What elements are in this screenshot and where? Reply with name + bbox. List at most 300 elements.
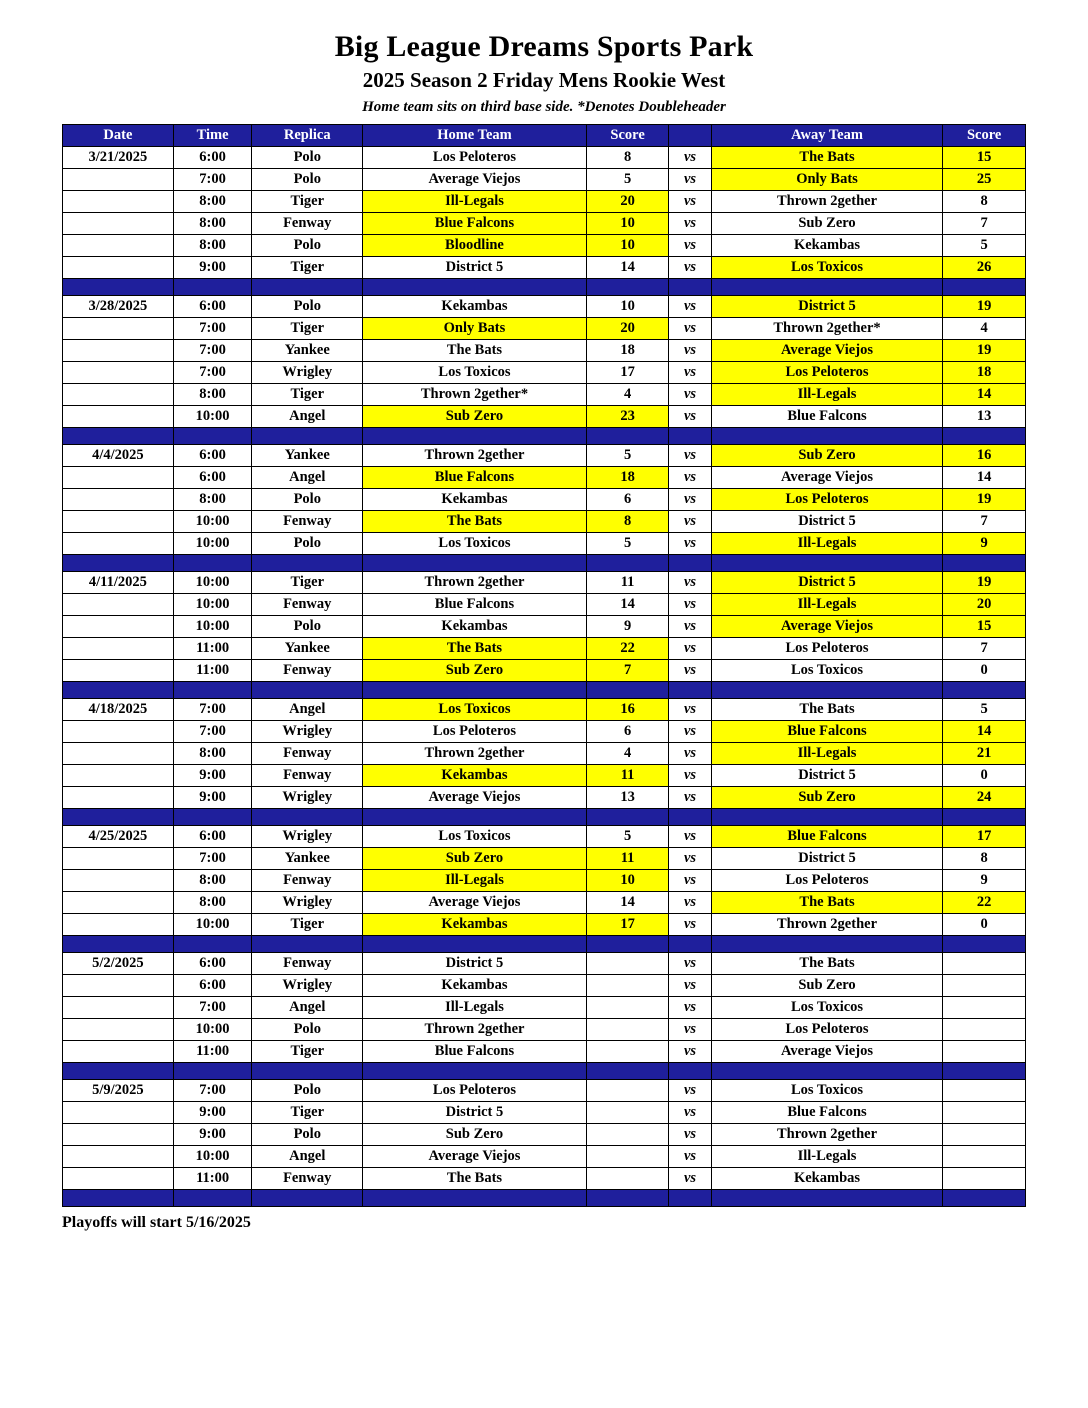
- week-separator: [63, 936, 1026, 953]
- cell-away-team: Thrown 2gether: [711, 1124, 943, 1146]
- week-separator-cell: [669, 279, 711, 296]
- cell-vs: vs: [669, 445, 711, 467]
- cell-home-team: Los Toxicos: [363, 826, 587, 848]
- cell-date: [63, 1102, 174, 1124]
- cell-vs: vs: [669, 826, 711, 848]
- page-subtitle: 2025 Season 2 Friday Mens Rookie West: [362, 68, 726, 92]
- cell-home-score: 17: [586, 362, 669, 384]
- cell-away-score: 19: [943, 340, 1026, 362]
- week-separator-cell: [943, 936, 1026, 953]
- cell-vs: vs: [669, 848, 711, 870]
- week-separator-cell: [252, 682, 363, 699]
- table-row: [63, 892, 1026, 914]
- cell-away-score: 26: [943, 257, 1026, 279]
- cell-home-score: 7: [586, 660, 669, 682]
- cell-home-team: Sub Zero: [363, 1124, 587, 1146]
- week-separator-cell: [252, 936, 363, 953]
- cell-home-team: The Bats: [363, 1168, 587, 1190]
- cell-date: 3/28/2025: [63, 296, 174, 318]
- cell-away-score: 9: [943, 533, 1026, 555]
- cell-date: [63, 638, 174, 660]
- cell-vs: vs: [669, 384, 711, 406]
- cell-date: 4/25/2025: [63, 826, 174, 848]
- cell-home-score: 5: [586, 445, 669, 467]
- cell-away-team: Ill-Legals: [711, 743, 943, 765]
- week-separator: [63, 682, 1026, 699]
- cell-vs: vs: [669, 340, 711, 362]
- cell-away-team: District 5: [711, 511, 943, 533]
- table-row: [63, 445, 1026, 467]
- cell-home-score: [586, 997, 669, 1019]
- cell-away-score: 9: [943, 870, 1026, 892]
- cell-home-team: Los Peloteros: [363, 147, 587, 169]
- cell-home-score: 14: [586, 594, 669, 616]
- week-separator-cell: [943, 279, 1026, 296]
- week-separator: [63, 279, 1026, 296]
- week-separator-cell: [173, 1190, 252, 1207]
- cell-time: 10:00: [173, 511, 252, 533]
- cell-time: 10:00: [173, 1146, 252, 1168]
- table-row: [63, 594, 1026, 616]
- cell-date: [63, 533, 174, 555]
- cell-time: 7:00: [173, 340, 252, 362]
- cell-replica: Polo: [252, 147, 363, 169]
- cell-away-team: Los Toxicos: [711, 660, 943, 682]
- cell-vs: vs: [669, 870, 711, 892]
- cell-away-team: Average Viejos: [711, 340, 943, 362]
- cell-away-score: 5: [943, 699, 1026, 721]
- week-separator-cell: [363, 936, 587, 953]
- cell-away-team: Blue Falcons: [711, 1102, 943, 1124]
- cell-date: [63, 1146, 174, 1168]
- week-separator-cell: [363, 428, 587, 445]
- cell-time: 9:00: [173, 765, 252, 787]
- cell-away-score: [943, 997, 1026, 1019]
- cell-home-team: Ill-Legals: [363, 870, 587, 892]
- table-row: [63, 1168, 1026, 1190]
- week-separator-cell: [586, 555, 669, 572]
- cell-vs: vs: [669, 914, 711, 936]
- cell-home-score: [586, 1168, 669, 1190]
- cell-date: [63, 1019, 174, 1041]
- cell-time: 10:00: [173, 914, 252, 936]
- cell-vs: vs: [669, 1080, 711, 1102]
- cell-home-team: Sub Zero: [363, 848, 587, 870]
- cell-away-score: [943, 1080, 1026, 1102]
- week-separator-cell: [363, 1190, 587, 1207]
- cell-away-score: 7: [943, 213, 1026, 235]
- cell-away-team: Los Peloteros: [711, 489, 943, 511]
- cell-home-team: Average Viejos: [363, 892, 587, 914]
- cell-time: 6:00: [173, 445, 252, 467]
- cell-away-score: [943, 1019, 1026, 1041]
- cell-date: [63, 848, 174, 870]
- week-separator-cell: [711, 1190, 943, 1207]
- cell-date: [63, 975, 174, 997]
- table-row: [63, 572, 1026, 594]
- playoffs-note: Playoffs will start 5/16/2025: [62, 1214, 251, 1231]
- cell-away-score: 16: [943, 445, 1026, 467]
- cell-home-score: 10: [586, 235, 669, 257]
- cell-home-score: [586, 1080, 669, 1102]
- cell-date: [63, 489, 174, 511]
- week-separator-cell: [173, 809, 252, 826]
- cell-date: [63, 1124, 174, 1146]
- cell-home-team: Los Peloteros: [363, 721, 587, 743]
- cell-time: 10:00: [173, 616, 252, 638]
- cell-vs: vs: [669, 489, 711, 511]
- cell-time: 6:00: [173, 467, 252, 489]
- cell-home-score: 20: [586, 318, 669, 340]
- week-separator-cell: [173, 1063, 252, 1080]
- cell-date: [63, 870, 174, 892]
- cell-time: 10:00: [173, 594, 252, 616]
- cell-date: 4/18/2025: [63, 699, 174, 721]
- cell-home-team: Thrown 2gether: [363, 445, 587, 467]
- cell-time: 8:00: [173, 384, 252, 406]
- cell-vs: vs: [669, 191, 711, 213]
- table-row: [63, 406, 1026, 428]
- table-row: [63, 296, 1026, 318]
- cell-vs: vs: [669, 362, 711, 384]
- cell-time: 7:00: [173, 362, 252, 384]
- cell-away-score: 7: [943, 511, 1026, 533]
- cell-time: 6:00: [173, 975, 252, 997]
- table-row: [63, 362, 1026, 384]
- cell-replica: Tiger: [252, 1102, 363, 1124]
- cell-time: 7:00: [173, 318, 252, 340]
- cell-vs: vs: [669, 511, 711, 533]
- cell-away-score: 8: [943, 191, 1026, 213]
- cell-away-team: Sub Zero: [711, 445, 943, 467]
- table-row: [63, 213, 1026, 235]
- cell-vs: vs: [669, 743, 711, 765]
- table-row: [63, 997, 1026, 1019]
- cell-date: [63, 191, 174, 213]
- table-row: [63, 384, 1026, 406]
- cell-home-team: The Bats: [363, 340, 587, 362]
- column-header-replica: Replica: [252, 125, 363, 147]
- cell-vs: vs: [669, 533, 711, 555]
- cell-away-score: [943, 1168, 1026, 1190]
- cell-home-team: District 5: [363, 257, 587, 279]
- table-row: [63, 1019, 1026, 1041]
- table-row: [63, 257, 1026, 279]
- table-row: [63, 489, 1026, 511]
- cell-home-team: Kekambas: [363, 914, 587, 936]
- cell-home-team: Ill-Legals: [363, 997, 587, 1019]
- cell-replica: Yankee: [252, 340, 363, 362]
- cell-vs: vs: [669, 1168, 711, 1190]
- cell-away-team: Los Peloteros: [711, 1019, 943, 1041]
- cell-away-team: District 5: [711, 296, 943, 318]
- cell-date: 4/4/2025: [63, 445, 174, 467]
- cell-home-score: 10: [586, 870, 669, 892]
- cell-vs: vs: [669, 296, 711, 318]
- cell-time: 11:00: [173, 1041, 252, 1063]
- week-separator-cell: [173, 936, 252, 953]
- week-separator-cell: [943, 809, 1026, 826]
- cell-away-score: [943, 1146, 1026, 1168]
- cell-home-team: Ill-Legals: [363, 191, 587, 213]
- cell-home-team: Thrown 2gether: [363, 572, 587, 594]
- week-separator-cell: [711, 555, 943, 572]
- column-header-away-team: Away Team: [711, 125, 943, 147]
- cell-replica: Polo: [252, 235, 363, 257]
- cell-time: 6:00: [173, 296, 252, 318]
- cell-time: 8:00: [173, 489, 252, 511]
- table-row: [63, 870, 1026, 892]
- cell-vs: vs: [669, 572, 711, 594]
- cell-away-team: Los Peloteros: [711, 362, 943, 384]
- cell-away-score: 20: [943, 594, 1026, 616]
- cell-away-score: 19: [943, 572, 1026, 594]
- table-row: [63, 467, 1026, 489]
- cell-date: [63, 340, 174, 362]
- cell-replica: Fenway: [252, 213, 363, 235]
- cell-replica: Wrigley: [252, 787, 363, 809]
- week-separator-cell: [711, 1063, 943, 1080]
- cell-home-score: 23: [586, 406, 669, 428]
- cell-replica: Tiger: [252, 318, 363, 340]
- cell-date: 3/21/2025: [63, 147, 174, 169]
- cell-away-team: Sub Zero: [711, 975, 943, 997]
- cell-home-team: Blue Falcons: [363, 213, 587, 235]
- cell-time: 9:00: [173, 787, 252, 809]
- week-separator-cell: [173, 682, 252, 699]
- cell-home-score: 4: [586, 384, 669, 406]
- week-separator-cell: [63, 1063, 174, 1080]
- cell-time: 7:00: [173, 699, 252, 721]
- week-separator-cell: [63, 682, 174, 699]
- table-row: [63, 169, 1026, 191]
- cell-vs: vs: [669, 997, 711, 1019]
- week-separator-cell: [669, 555, 711, 572]
- cell-replica: Angel: [252, 406, 363, 428]
- week-separator-cell: [586, 682, 669, 699]
- cell-home-score: 8: [586, 511, 669, 533]
- week-separator-cell: [63, 936, 174, 953]
- cell-vs: vs: [669, 1124, 711, 1146]
- week-separator-cell: [669, 428, 711, 445]
- cell-replica: Polo: [252, 1124, 363, 1146]
- cell-replica: Tiger: [252, 384, 363, 406]
- cell-home-score: 4: [586, 743, 669, 765]
- cell-home-team: Average Viejos: [363, 1146, 587, 1168]
- cell-away-score: 5: [943, 235, 1026, 257]
- cell-away-score: [943, 953, 1026, 975]
- cell-home-team: Blue Falcons: [363, 594, 587, 616]
- cell-date: [63, 616, 174, 638]
- cell-away-score: 14: [943, 467, 1026, 489]
- table-row: [63, 826, 1026, 848]
- week-separator-cell: [63, 555, 174, 572]
- cell-vs: vs: [669, 594, 711, 616]
- cell-date: [63, 511, 174, 533]
- week-separator: [63, 809, 1026, 826]
- cell-away-team: Los Toxicos: [711, 1080, 943, 1102]
- cell-home-score: 8: [586, 147, 669, 169]
- cell-vs: vs: [669, 1041, 711, 1063]
- table-row: [63, 699, 1026, 721]
- week-separator: [63, 428, 1026, 445]
- cell-away-score: [943, 1041, 1026, 1063]
- cell-away-score: 22: [943, 892, 1026, 914]
- cell-home-team: The Bats: [363, 638, 587, 660]
- cell-time: 10:00: [173, 533, 252, 555]
- cell-away-score: 4: [943, 318, 1026, 340]
- cell-away-team: Los Peloteros: [711, 870, 943, 892]
- cell-away-team: Blue Falcons: [711, 406, 943, 428]
- cell-home-score: 5: [586, 826, 669, 848]
- cell-away-team: District 5: [711, 572, 943, 594]
- cell-away-team: Kekambas: [711, 235, 943, 257]
- cell-replica: Tiger: [252, 191, 363, 213]
- cell-home-team: Blue Falcons: [363, 1041, 587, 1063]
- cell-vs: vs: [669, 721, 711, 743]
- week-separator-cell: [669, 809, 711, 826]
- table-row: [63, 765, 1026, 787]
- week-separator-cell: [363, 279, 587, 296]
- cell-away-team: Blue Falcons: [711, 721, 943, 743]
- cell-vs: vs: [669, 1019, 711, 1041]
- cell-replica: Fenway: [252, 1168, 363, 1190]
- cell-vs: vs: [669, 147, 711, 169]
- cell-home-team: District 5: [363, 953, 587, 975]
- cell-vs: vs: [669, 406, 711, 428]
- week-separator-cell: [252, 279, 363, 296]
- cell-home-score: 14: [586, 892, 669, 914]
- week-separator-cell: [173, 555, 252, 572]
- table-header-row: [63, 125, 1026, 147]
- cell-replica: Fenway: [252, 743, 363, 765]
- week-separator-cell: [711, 279, 943, 296]
- week-separator: [63, 555, 1026, 572]
- cell-home-score: 18: [586, 340, 669, 362]
- week-separator-cell: [363, 682, 587, 699]
- cell-replica: Wrigley: [252, 892, 363, 914]
- cell-vs: vs: [669, 213, 711, 235]
- cell-time: 9:00: [173, 257, 252, 279]
- table-row: [63, 1041, 1026, 1063]
- cell-vs: vs: [669, 660, 711, 682]
- week-separator-cell: [63, 809, 174, 826]
- cell-vs: vs: [669, 787, 711, 809]
- cell-home-team: Kekambas: [363, 765, 587, 787]
- cell-time: 8:00: [173, 235, 252, 257]
- cell-home-score: 17: [586, 914, 669, 936]
- cell-replica: Polo: [252, 533, 363, 555]
- cell-date: [63, 594, 174, 616]
- week-separator-cell: [252, 428, 363, 445]
- cell-home-team: Sub Zero: [363, 660, 587, 682]
- cell-away-team: Ill-Legals: [711, 1146, 943, 1168]
- cell-vs: vs: [669, 1102, 711, 1124]
- cell-date: [63, 406, 174, 428]
- cell-date: 4/11/2025: [63, 572, 174, 594]
- cell-time: 7:00: [173, 169, 252, 191]
- cell-replica: Polo: [252, 169, 363, 191]
- cell-vs: vs: [669, 257, 711, 279]
- cell-replica: Yankee: [252, 445, 363, 467]
- cell-time: 10:00: [173, 406, 252, 428]
- cell-time: 8:00: [173, 213, 252, 235]
- cell-vs: vs: [669, 1146, 711, 1168]
- table-row: [63, 1080, 1026, 1102]
- cell-vs: vs: [669, 975, 711, 997]
- cell-away-team: Ill-Legals: [711, 533, 943, 555]
- table-row: [63, 1146, 1026, 1168]
- cell-away-score: 19: [943, 489, 1026, 511]
- cell-date: [63, 1041, 174, 1063]
- week-separator-cell: [63, 279, 174, 296]
- cell-away-team: Los Toxicos: [711, 257, 943, 279]
- cell-away-team: Ill-Legals: [711, 594, 943, 616]
- week-separator-cell: [173, 428, 252, 445]
- cell-away-team: Only Bats: [711, 169, 943, 191]
- cell-away-team: Average Viejos: [711, 1041, 943, 1063]
- cell-away-team: Kekambas: [711, 1168, 943, 1190]
- cell-away-team: Average Viejos: [711, 616, 943, 638]
- cell-date: [63, 721, 174, 743]
- table-row: [63, 660, 1026, 682]
- cell-time: 10:00: [173, 1019, 252, 1041]
- cell-time: 10:00: [173, 572, 252, 594]
- cell-away-score: 0: [943, 914, 1026, 936]
- week-separator-cell: [943, 1063, 1026, 1080]
- cell-home-team: Thrown 2gether: [363, 1019, 587, 1041]
- week-separator-cell: [363, 809, 587, 826]
- cell-away-team: Thrown 2gether: [711, 914, 943, 936]
- table-row: [63, 743, 1026, 765]
- cell-date: [63, 384, 174, 406]
- cell-vs: vs: [669, 699, 711, 721]
- week-separator-cell: [173, 279, 252, 296]
- column-header-vs: [669, 125, 711, 147]
- week-separator-cell: [63, 1190, 174, 1207]
- week-separator-cell: [669, 1190, 711, 1207]
- cell-replica: Polo: [252, 296, 363, 318]
- table-row: [63, 511, 1026, 533]
- table-row: [63, 147, 1026, 169]
- cell-replica: Polo: [252, 1080, 363, 1102]
- cell-home-team: Los Toxicos: [363, 533, 587, 555]
- table-row: [63, 318, 1026, 340]
- cell-date: [63, 914, 174, 936]
- cell-home-team: Kekambas: [363, 296, 587, 318]
- cell-time: 11:00: [173, 638, 252, 660]
- cell-replica: Fenway: [252, 660, 363, 682]
- cell-date: [63, 213, 174, 235]
- cell-replica: Angel: [252, 1146, 363, 1168]
- cell-vs: vs: [669, 953, 711, 975]
- cell-date: [63, 997, 174, 1019]
- cell-vs: vs: [669, 235, 711, 257]
- cell-home-team: Los Toxicos: [363, 362, 587, 384]
- cell-home-score: 6: [586, 721, 669, 743]
- cell-replica: Wrigley: [252, 721, 363, 743]
- cell-vs: vs: [669, 892, 711, 914]
- week-separator-cell: [363, 1063, 587, 1080]
- cell-away-team: Thrown 2gether: [711, 191, 943, 213]
- cell-home-score: 16: [586, 699, 669, 721]
- cell-home-score: 22: [586, 638, 669, 660]
- week-separator-cell: [252, 809, 363, 826]
- cell-home-score: 5: [586, 169, 669, 191]
- cell-date: [63, 467, 174, 489]
- cell-replica: Fenway: [252, 870, 363, 892]
- cell-home-team: Thrown 2gether: [363, 743, 587, 765]
